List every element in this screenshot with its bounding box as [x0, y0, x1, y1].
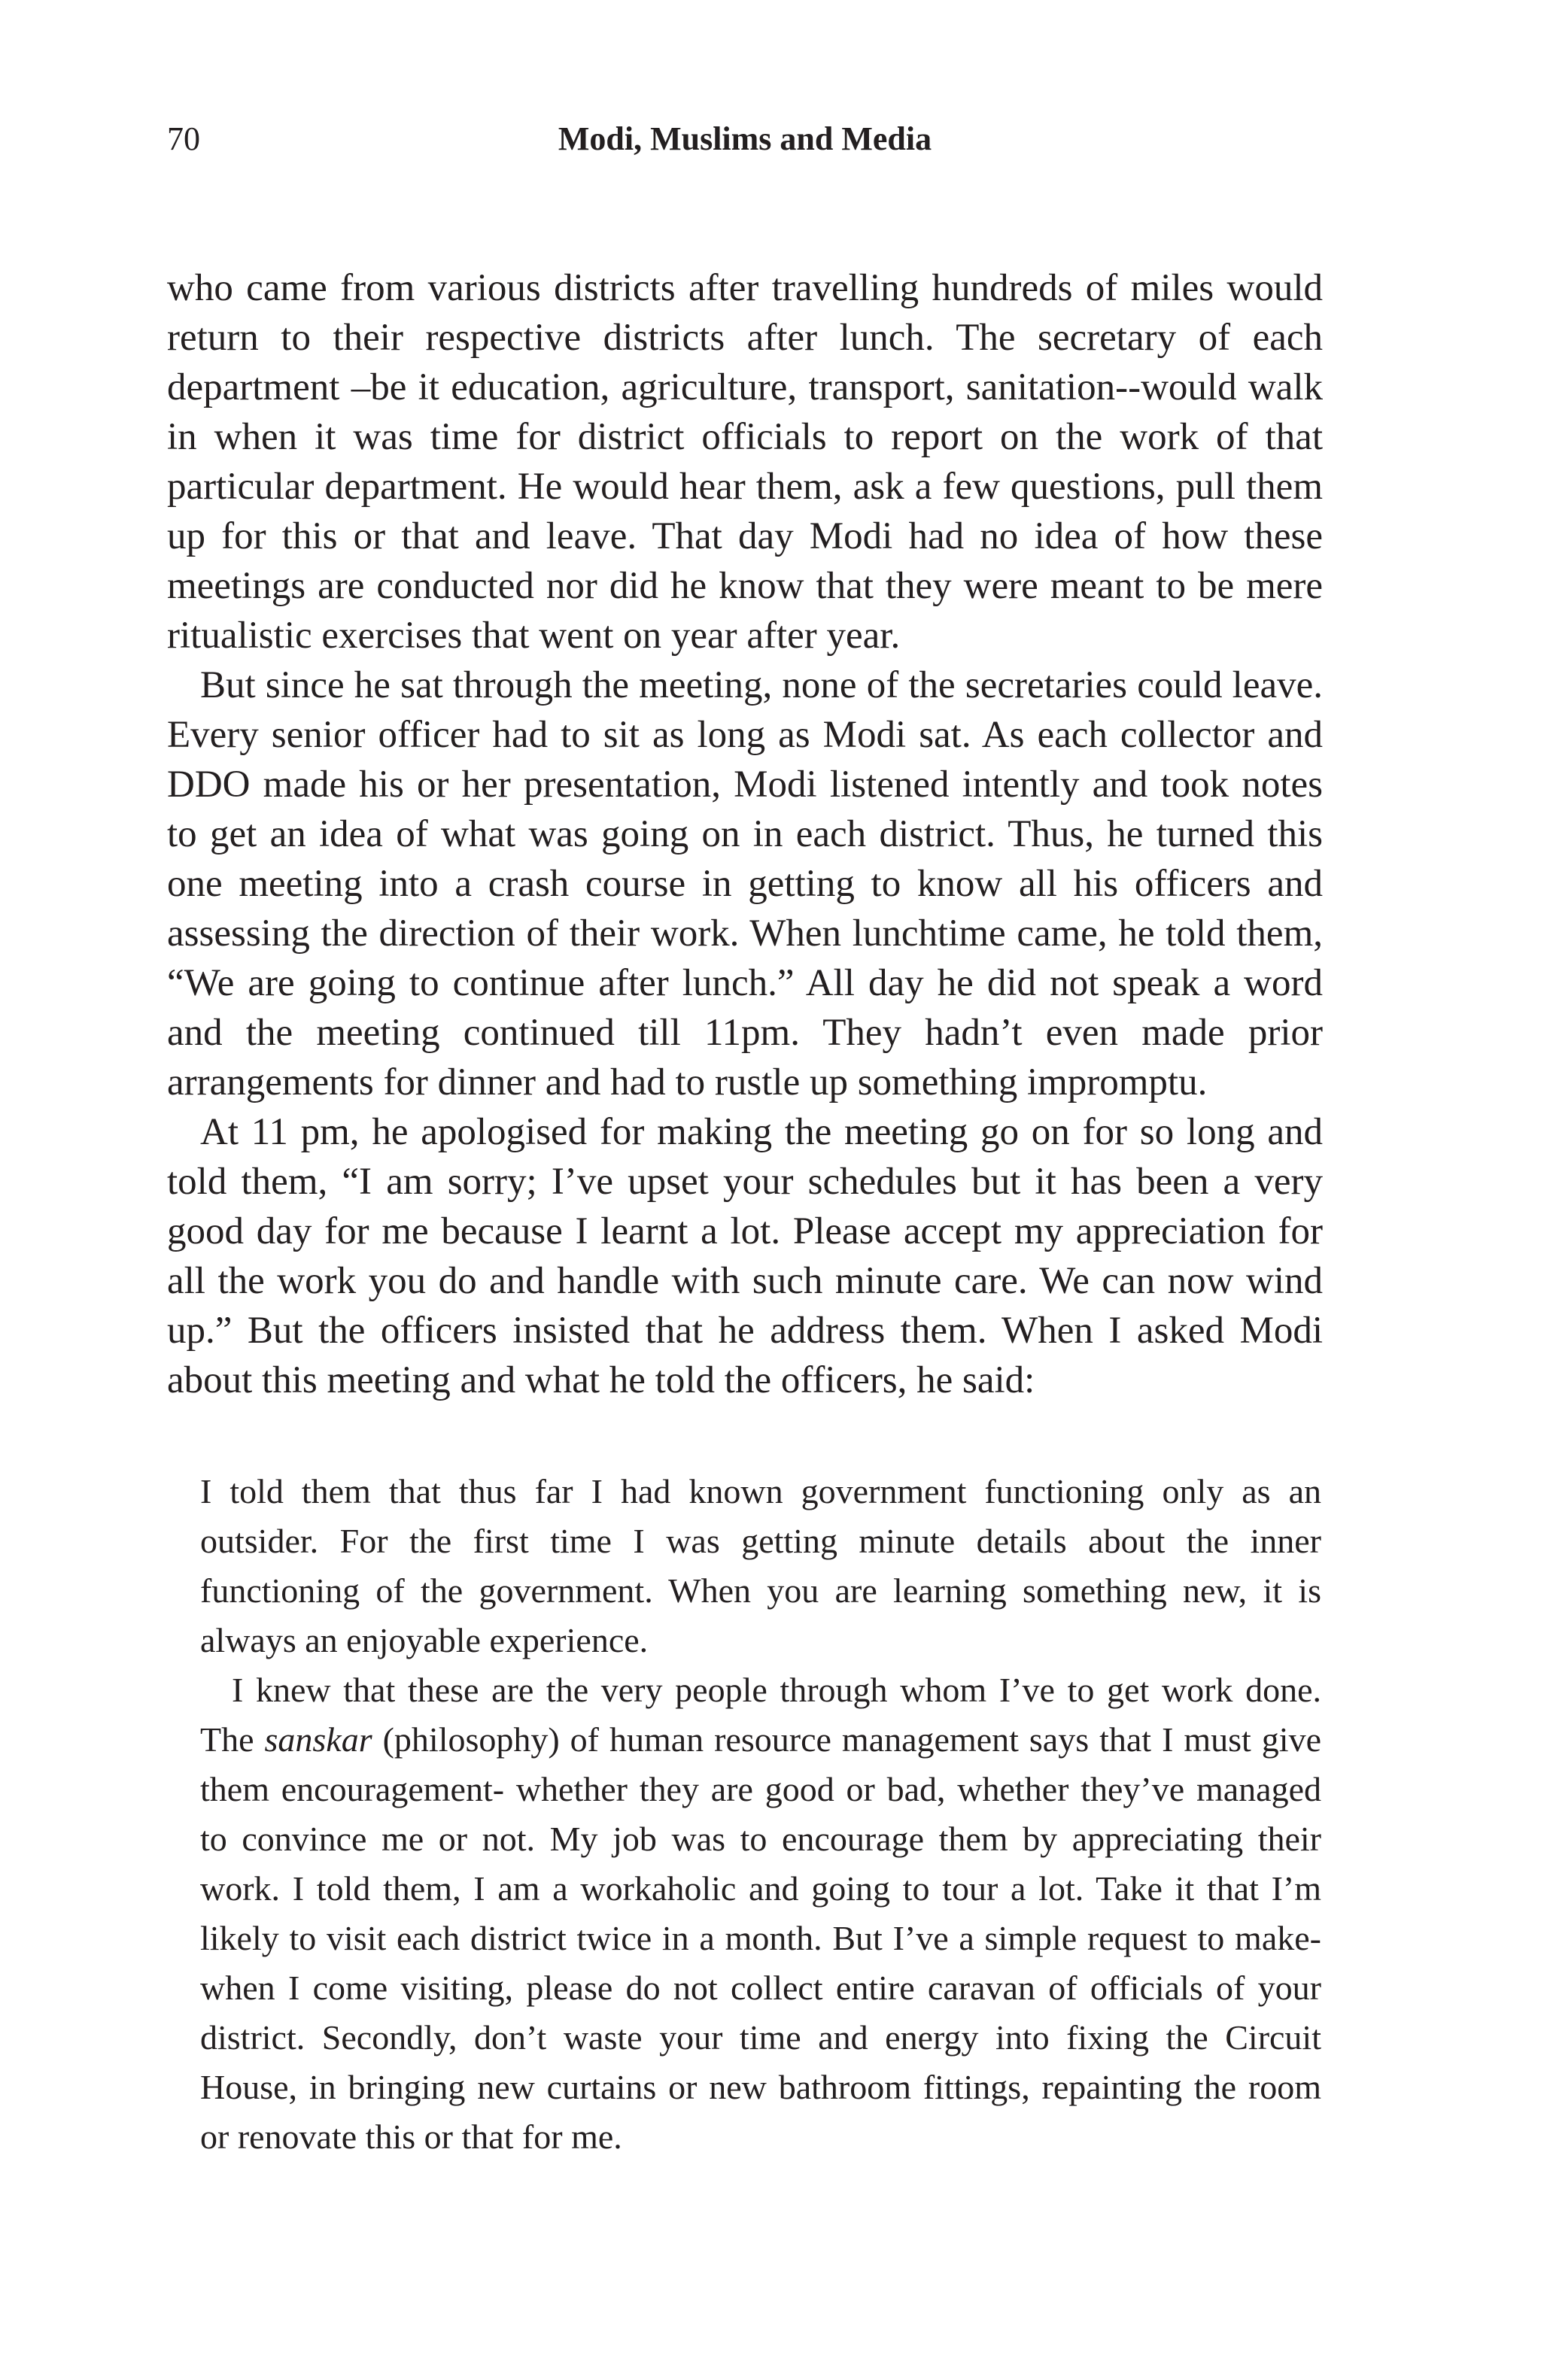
body-text — [167, 263, 1323, 1405]
body-paragraph: But since he sat through the meeting, none of the secretaries could leave. Every senior officer had to sit as long as Modi sat. As each collector and DDO made his or her presentation, Modi listened intently and took notes to get an idea of what was going on in each district. Thus, he turned this one meeting into a crash course in getting to know all his officers and assessing the direction of their work. When lunchtime came, he told them, “We are going to continue after lunch.” All day he did not speak a word and the meeting continued till 11pm. They hadn’t even made prior arrangements for dinner and had to rustle up something impromptu. — [167, 664, 1323, 1103]
quote-text: (philosophy) of human resource management says that I must give them encouragement- whether they are good or bad, whether they’ve managed to convince me or not. My job was to encourage them by appreciating their work. I told them, I am a workaholic and going to tour a lot. Take it that I’m likely to visit each district twice in a month. But I’ve a simple request to make- when I come visiting, please do not collect entire caravan of officials of your district. Secondly, don’t waste your time and energy into fixing the Circuit House, in bringing new curtains or new bathroom fittings, repainting the room or renovate this or that for me. — [200, 1720, 1321, 2156]
quote-text: I knew that these are the very people through whom I’ve to get work done. The — [200, 1671, 1321, 1759]
quote-italic-term: sanskar — [264, 1720, 372, 1759]
body-paragraph: who came from various districts after travelling hundreds of miles would return to their respective districts after lunch. The secretary of each department –be it education, agriculture, transport, sanitation--would walk in when it was time for district officials to report on the work of that particular department. He would hear them, ask a few questions, pull them up for this or that and leave. That day Modi had no idea of how these meetings are conducted nor did he know that they were meant to be mere ritualistic exercises that went on year after year. — [167, 267, 1323, 657]
quote-paragraph — [200, 1665, 1321, 2162]
body-paragraph: At 11 pm, he apologised for making the meeting go on for so long and told them, “I am sorry; I’ve upset your schedules but it has been a very good day for me because I learnt a lot. Please accept my appreciation for all the work you do and handle with such minute care. We can now wind up.” But the officers insisted that he address them. When I asked Modi about this meeting and what he told the officers, he said: — [167, 1111, 1323, 1401]
page-number: 70 — [167, 120, 200, 157]
running-head — [167, 113, 1323, 165]
quote-paragraph: I told them that thus far I had known government functioning only as an outsider. For the first time I was getting minute details about the inner functioning of the government. When you are learning something new, it is always an enjoyable experience. — [200, 1472, 1321, 1659]
block-quote — [200, 1467, 1321, 2162]
running-title: Modi, Muslims and Media — [558, 120, 932, 157]
